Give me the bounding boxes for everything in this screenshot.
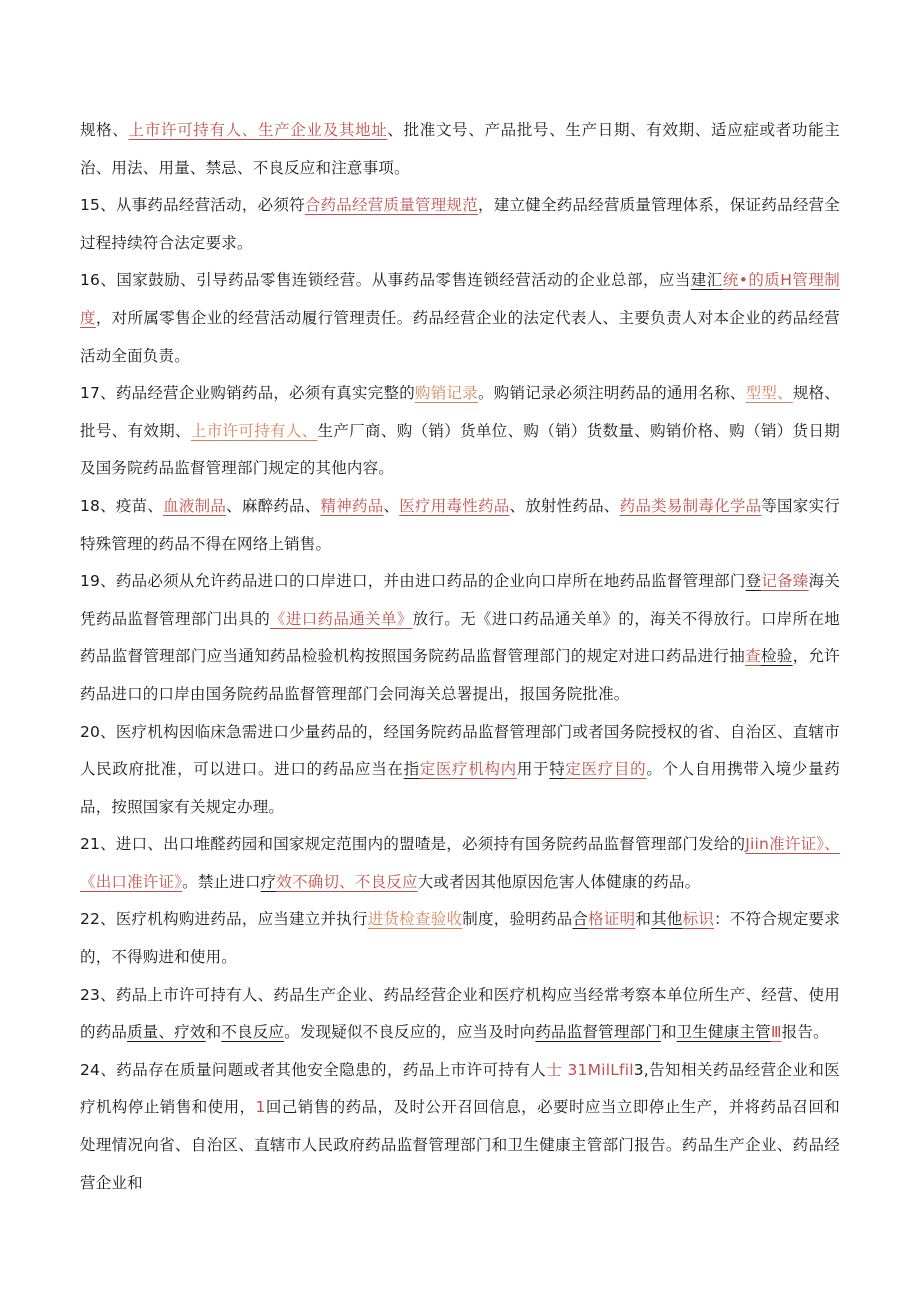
fill-in-answer: 1 [255,1098,266,1117]
fill-in-answer: 指 [403,760,420,779]
fill-in-answer: 合药品经营质量管理规范 [304,196,478,215]
fill-in-answer: 血液制品 [163,496,227,515]
fill-in-answer: 《进口药品通关单》 [270,609,413,628]
fill-in-answer: 疗 [260,872,277,891]
paragraph-continued [80,112,840,187]
fill-in-answer: 定医疗机构内 [419,760,517,779]
fill-in-answer: 生产企业及其地址 [257,121,388,139]
fill-in-answer: 不良反应 [221,1023,285,1042]
paragraph-22 [80,901,840,976]
fill-in-answer: Jiin准许证》、 [745,835,840,854]
fill-in-answer: 统•的质 [722,271,781,290]
text: 17、药品经营企业购销药品，必须有真实完整的 [80,384,415,403]
text: 用于 [516,760,550,779]
fill-in-answer: 药品类易制毒化学品 [619,496,762,515]
text: 规格、 [80,121,129,139]
fill-in-answer: 查 [745,647,761,666]
fill-in-answer: 药品监督管理部门 [535,1023,661,1042]
text: 。发现疑似不良反应的，应当及时向 [284,1023,536,1042]
text: 和 [205,1023,222,1042]
text: ，对所属零售企业的经营活动履行管理责任。药品经营企业的法定代表人、主要负责人对本企业的药品经营活动全面负责。 [80,308,841,365]
fill-in-answer: 登 [745,572,762,591]
text: 。禁止进口 [182,872,261,891]
text: 、麻醉药品、 [226,496,321,515]
text: 21、进口、出口堆醛药园和国家规定范围内的盟喳是，必须持有国务院药品监督管理部门发给的 [80,835,746,854]
fill-in-answer: 上市许可持有人、 [128,121,258,139]
fill-in-answer: 特 [549,760,566,779]
text: 23、药品上市许可持有人、药品生产企业、药品经营企业和医疗机构应当经常考察本单位所生产、经营、使用的药品 [80,985,840,1042]
fill-in-answer: 格证明 [588,910,636,929]
text: 24、药品存在质量问题或者其他安全隐患的，药品上市许可持有人 [80,1060,547,1079]
text: 报告。 [781,1023,829,1042]
paragraph-17 [80,375,840,488]
paragraph-23 [80,977,840,1052]
text: 、 [383,496,400,515]
text: 制度，验明药品 [462,910,573,929]
text: ：不符合规定要求的，不得购进和使用。 [80,910,840,967]
fill-in-answer: 检验 [760,647,793,666]
fill-in-answer: 定医疗目的 [565,760,647,779]
text: ，建立健全药品经营质量管理体系，保证药品经营全过程持续符合法定要求。 [80,196,841,252]
fill-in-answer: 医疗用毒性药品 [399,496,510,515]
paragraph-24 [80,1052,840,1202]
text: 大或者因其他原因危害人体健康的药品。 [417,872,701,891]
text: 回己销售的药品，及时公开召回信息，必要时应当立即停止生产，并将药品召回和处理情况向省、自治区、直辖市人民政府药品监督管理部门和卫生健康主管部门报告。药品生产企业、药品经营企业和 [80,1098,841,1192]
text: 。个人自用携带入境少量药品，按照国家有关规定办理。 [80,760,840,816]
text: 海关凭药品监督管理部门出具的 [80,572,841,628]
paragraph-16 [80,262,840,375]
fill-in-answer: 合 [572,910,589,929]
text: 18、疫苗、 [80,496,164,515]
fill-in-answer: 上市许可持有人、 [190,421,318,440]
paragraph-18 [80,488,840,563]
fill-in-answer: 记备臻 [761,572,809,591]
paragraph-20 [80,714,840,827]
document-body [80,112,840,1202]
text: 规格、批号、有效期、 [80,384,840,440]
text: ，允许药品进口的口岸由国务院药品监督管理部门会同海关总署提出，报国务院批准。 [80,647,840,703]
fill-in-answer: 精神药品 [320,496,384,515]
fill-in-answer: 效不确切、不良反应 [276,872,418,891]
text: 。购销记录必须注明药品的通用名称、 [477,384,746,403]
fill-in-answer: 进货检查验收 [367,910,463,929]
text: 20、医疗机构因临床急需进口少量药品的，经国务院药品监督管理部门或者国务院授权的省、自治区、直辖市人民政府批准，可以进口。进口的药品应当在 [80,722,840,779]
text: 3,告知相关药品经营企业和医疗机构停止销售和使用， [80,1060,840,1117]
fill-in-answer: 标识 [682,910,715,929]
text: 放行。无《进口药品通关单》的，海关不得放行。口岸所在地药品监督管理部门应当通知药品检验机构按照国务院药品监督管理部门的规定对进口药品进行抽 [80,609,840,666]
fill-in-answer: H管理制度 [80,271,840,327]
fill-in-answer: Ⅲ [770,1023,782,1042]
paragraph-19 [80,563,840,713]
text: 生产厂商、购（销）货单位、购（销）货数量、购销价格、购（销）货日期及国务院药品监督管理部门规定的其他内容。 [80,421,840,478]
text: 15、从事药品经营活动，必须符 [80,196,305,215]
text: 、放射性药品、 [509,496,620,515]
text: 16、国家鼓励、引导药品零售连锁经营。从事药品零售连锁经营活动的企业总部，应当 [80,271,691,290]
fill-in-answer: 其他 [651,910,683,929]
fill-in-answer: 卫生健康主管 [676,1023,771,1042]
fill-in-answer: 《出口准许证》 [80,872,183,891]
text: 和 [660,1023,677,1042]
fill-in-answer: 型型、 [745,384,793,403]
fill-in-answer: 士 31MilLfil [546,1060,634,1079]
paragraph-21 [80,826,840,901]
text: 和 [635,910,652,929]
fill-in-answer: 质量、疗效 [127,1023,206,1042]
text: 22、医疗机构购进药品，应当建立并执行 [80,910,368,929]
text: 、批准文号、产品批号、生产日期、有效期、适应症或者功能主治、用法、用量、禁忌、不良反应和注意事项。 [80,121,840,177]
paragraph-15 [80,187,840,262]
fill-in-answer: 购销记录 [415,384,478,403]
fill-in-answer: 建汇 [690,271,723,290]
text: 19、药品必须从允许药品进口的口岸进口，并由进口药品的企业向口岸所在地药品监督管理部门 [80,572,746,591]
text: 等国家实行特殊管理的药品不得在网络上销售。 [80,496,840,553]
